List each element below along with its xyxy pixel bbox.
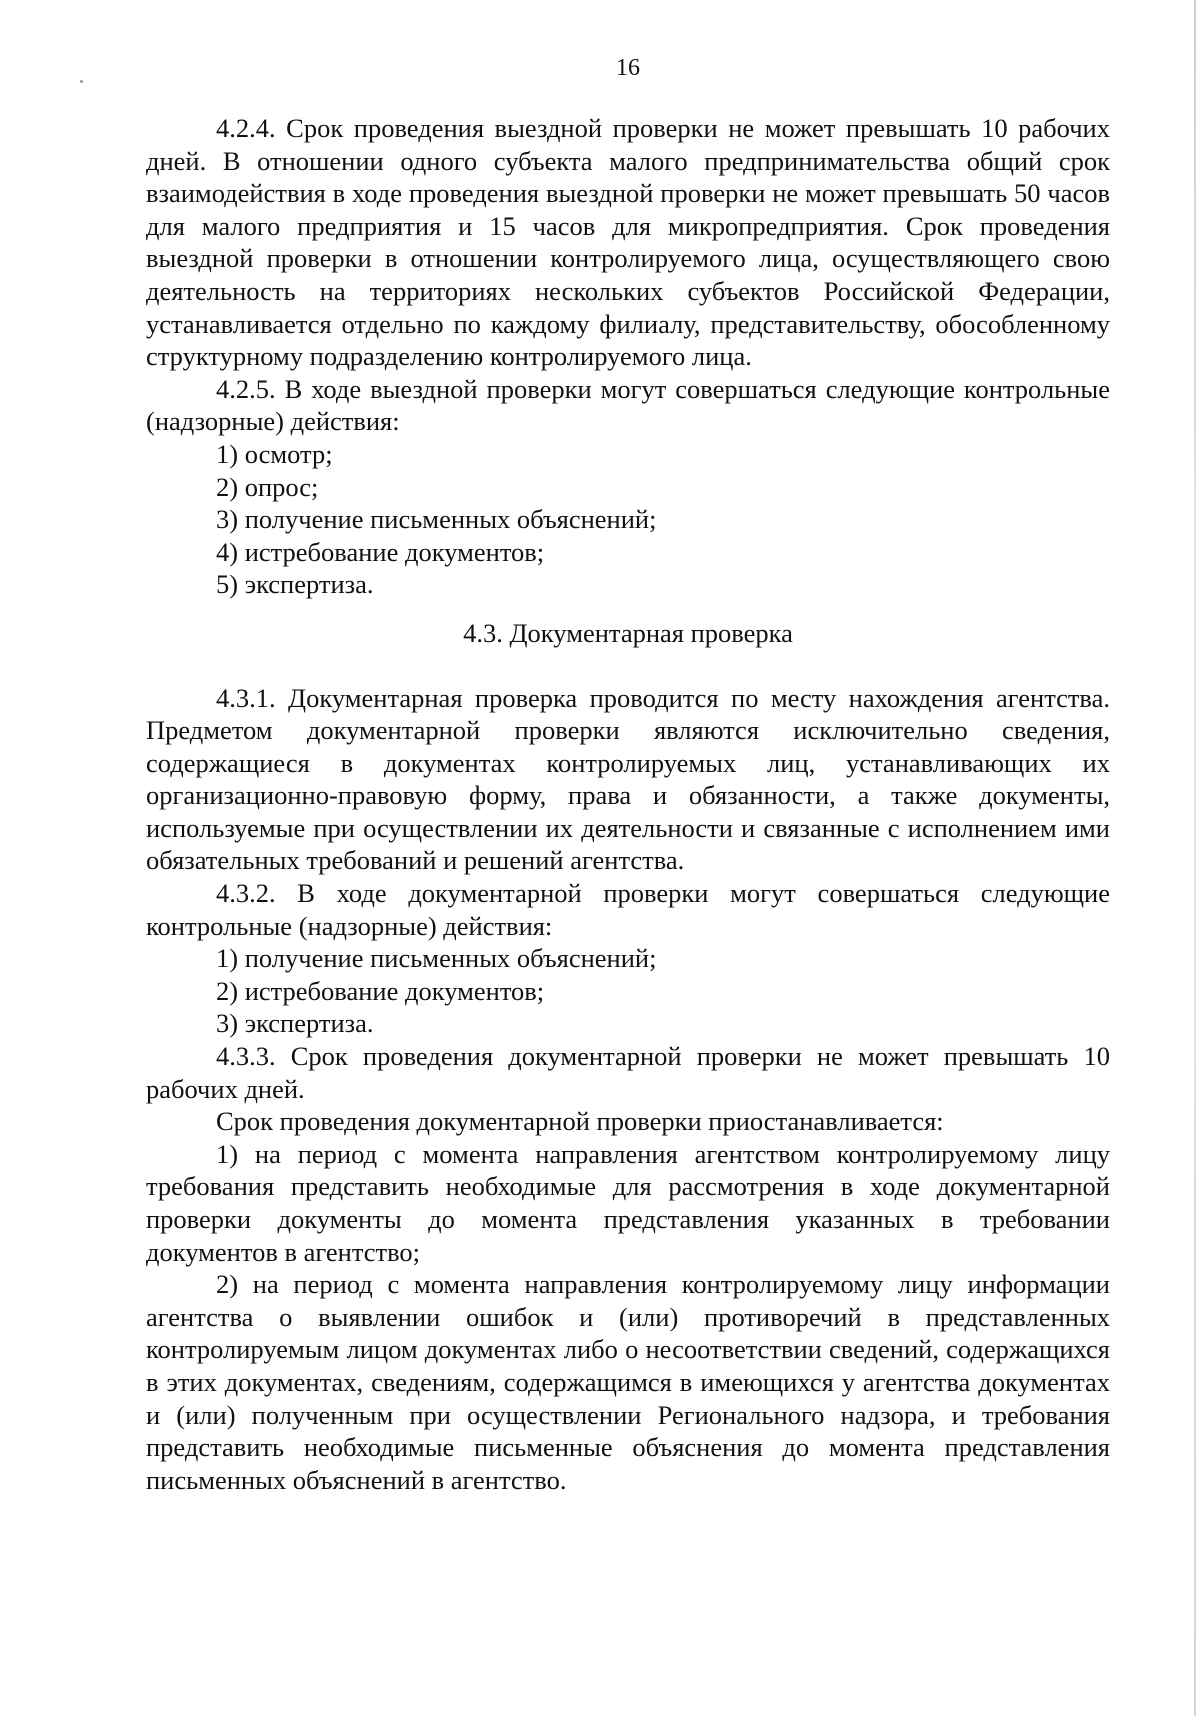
page-number: 16 — [616, 55, 640, 81]
list-item: 5) экспертиза. — [216, 569, 374, 600]
list-item: 3) экспертиза. — [216, 1008, 374, 1039]
paragraph-4-3-2: 4.3.2. В ходе документарной проверки могут совершаться следующие контрольные (надзорные) действия: — [146, 878, 1110, 941]
list-item: 2) истребование документов; — [216, 975, 545, 1006]
paragraph-suspension-intro: Срок проведения документарной проверки приостанавливается: — [216, 1106, 944, 1137]
paragraph-4-2-5: 4.2.5. В ходе выездной проверки могут совершаться следующие контрольные (надзорные) действия: — [146, 373, 1110, 437]
list-item: 1) осмотр; — [216, 438, 333, 469]
paragraph-4-3-3: 4.3.3. Срок проведения документарной проверки не может превышать 10 рабочих дней. — [146, 1041, 1110, 1104]
list-item: 2) опрос; — [216, 471, 319, 502]
section-heading-4-3: 4.3. Документарная проверка — [463, 617, 793, 648]
scan-edge-shadow — [1194, 0, 1196, 1716]
list-item: 4) истребование документов; — [216, 536, 545, 567]
list-item: 3) получение письменных объяснений; — [216, 504, 657, 535]
paragraph-suspension-item-1: 1) на период с момента направления агентством контролируемому лицу требования представить необходимые для рассмотрения в ходе документарной проверки документы до момента представления указанных в требовании документов в агентство; — [146, 1138, 1110, 1267]
paragraph-4-3-1: 4.3.1. Документарная проверка проводится по месту нахождения агентства. Предметом документарной проверки являются исключительно сведения, содержащиеся в документах контролируемых лиц, устанавливающих их организационно-правовую форму, права и обязанности, а также документы, используемые при осуществлении их деятельности и связанные с исполнением ими обязательных требований и решений агентства. — [146, 682, 1110, 876]
list-item: 1) получение письменных объяснений; — [216, 943, 657, 974]
document-body — [146, 112, 1110, 1496]
paragraph-4-2-4: 4.2.4. Срок проведения выездной проверки не может превышать 10 рабочих дней. В отношении одного субъекта малого предпринимательства общий срок взаимодействия в ходе проведения выездной проверки не может превышать 50 часов для малого предприятия и 15 часов для микропредприятия. Срок проведения выездной проверки в отношении контролируемого лица, осуществляющего свою деятельность на территориях нескольких субъектов Российской Федерации, устанавливается отдельно по каждому филиалу, представительству, обособленному структурному подразделению контролируемого лица. — [146, 113, 1110, 372]
paragraph-suspension-item-2: 2) на период с момента направления контролируемому лицу информации агентства о выявлении ошибок и (или) противоречий в представленных контролируемым лицом документах либо о несоответствии сведений, содержащихся в этих документах, сведениям, содержащимся в имеющихся у агентства документах и (или) полученным при осуществлении Регионального надзора, и требования представить необходимые письменные объяснения до момента представления письменных объяснений в агентство. — [146, 1269, 1110, 1495]
